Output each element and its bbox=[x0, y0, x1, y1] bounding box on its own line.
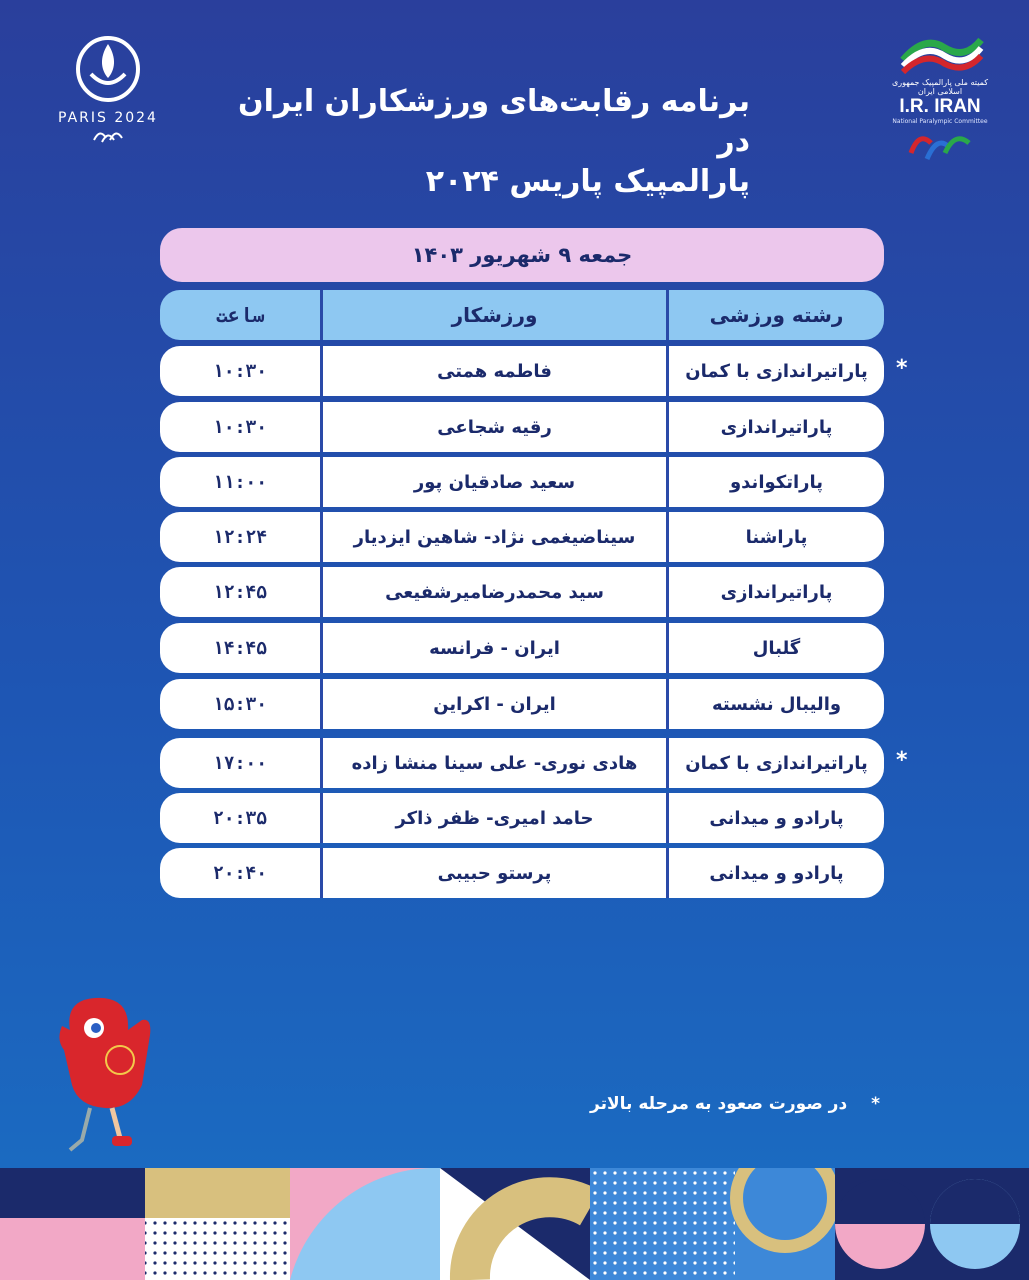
date-bar: جمعه ۹ شهریور ۱۴۰۳ bbox=[160, 228, 884, 282]
row-sport: پارادو و میدانی bbox=[709, 862, 844, 884]
row-athlete: سعید صادقیان پور bbox=[323, 457, 669, 507]
title-line-2: پارالمپیک پاریس ۲۰۲۴ bbox=[425, 164, 750, 199]
row-time: ۲۰:۴۰ bbox=[160, 848, 323, 898]
row-athlete: هادی نوری- علی سینا منشا زاده bbox=[323, 738, 669, 788]
table-row bbox=[160, 848, 884, 898]
table-row bbox=[160, 512, 884, 562]
row-athlete: سیناضیغمی نژاد- شاهین ایزدیار bbox=[323, 512, 669, 562]
table-row bbox=[160, 457, 884, 507]
row-time: ۱۱:۰۰ bbox=[160, 457, 323, 507]
page-title bbox=[230, 82, 750, 202]
row-star-marker: * bbox=[896, 748, 908, 773]
footnote-star: * bbox=[871, 1094, 880, 1114]
row-time: ۲۰:۳۵ bbox=[160, 793, 323, 843]
row-sport: پاراتیراندازی bbox=[720, 416, 833, 438]
iran-logo-subtitle: National Paralympic Committee bbox=[892, 118, 988, 125]
row-sport: گلبال bbox=[752, 637, 801, 659]
row-sport: پاراتیراندازی bbox=[720, 581, 833, 603]
paris-flame-icon bbox=[73, 36, 143, 102]
row-time: ۱۰:۳۰ bbox=[160, 402, 323, 452]
row-sport: پارادو و میدانی bbox=[709, 807, 844, 829]
iran-npc-logo bbox=[890, 30, 990, 167]
footnote-text: در صورت صعود به مرحله بالاتر bbox=[590, 1094, 848, 1114]
column-header-athlete: ورزشکار bbox=[323, 290, 669, 340]
table-row bbox=[160, 346, 884, 396]
decorative-pattern-band bbox=[0, 1168, 1029, 1280]
paralympic-agitos-icon bbox=[90, 126, 126, 146]
table-row bbox=[160, 679, 884, 729]
row-athlete: رقیه شجاعی bbox=[323, 402, 669, 452]
iran-flag-ribbon-icon bbox=[895, 30, 985, 74]
row-sport: پاراتکواندو bbox=[729, 471, 824, 493]
row-athlete: حامد امیری- ظفر ذاکر bbox=[323, 793, 669, 843]
iran-logo-script: کمیته ملی پارالمپیک جمهوری اسلامی ایران bbox=[891, 78, 989, 96]
paris-2024-logo bbox=[58, 36, 158, 150]
row-sport: پاراتیراندازی با کمان bbox=[685, 752, 868, 774]
row-star-marker: * bbox=[896, 356, 908, 381]
table-row bbox=[160, 402, 884, 452]
table-row bbox=[160, 793, 884, 843]
table-row bbox=[160, 738, 884, 788]
row-time: ۱۴:۴۵ bbox=[160, 623, 323, 673]
row-time: ۱۰:۳۰ bbox=[160, 346, 323, 396]
row-sport: پاراشنا bbox=[745, 526, 808, 548]
row-athlete: ایران - اکراین bbox=[323, 679, 669, 729]
row-time: ۱۲:۲۴ bbox=[160, 512, 323, 562]
row-time: ۱۵:۳۰ bbox=[160, 679, 323, 729]
title-line-1: برنامه رقابت‌های ورزشکاران ایران در bbox=[238, 84, 750, 159]
paris-logo-text: PARIS 2024 bbox=[58, 110, 158, 126]
table-header bbox=[160, 290, 884, 340]
row-athlete: پرستو حبیبی bbox=[323, 848, 669, 898]
row-time: ۱۷:۰۰ bbox=[160, 738, 323, 788]
row-sport: والیبال نشسته bbox=[711, 693, 842, 715]
row-athlete: سید محمدرضامیرشفیعی bbox=[323, 567, 669, 617]
phryge-mascot-illustration bbox=[50, 990, 160, 1160]
column-header-time: ساعت bbox=[160, 290, 323, 340]
table-row bbox=[160, 623, 884, 673]
paralympic-agitos-color-icon bbox=[905, 125, 975, 163]
row-athlete: ایران - فرانسه bbox=[323, 623, 669, 673]
iran-logo-name: I.R. IRAN bbox=[899, 96, 981, 117]
row-time: ۱۲:۴۵ bbox=[160, 567, 323, 617]
table-row bbox=[160, 567, 884, 617]
column-header-sport: رشته ورزشی bbox=[709, 303, 844, 327]
row-athlete: فاطمه همتی bbox=[323, 346, 669, 396]
footnote bbox=[560, 1094, 880, 1114]
row-sport: پاراتیراندازی با کمان bbox=[685, 360, 868, 382]
